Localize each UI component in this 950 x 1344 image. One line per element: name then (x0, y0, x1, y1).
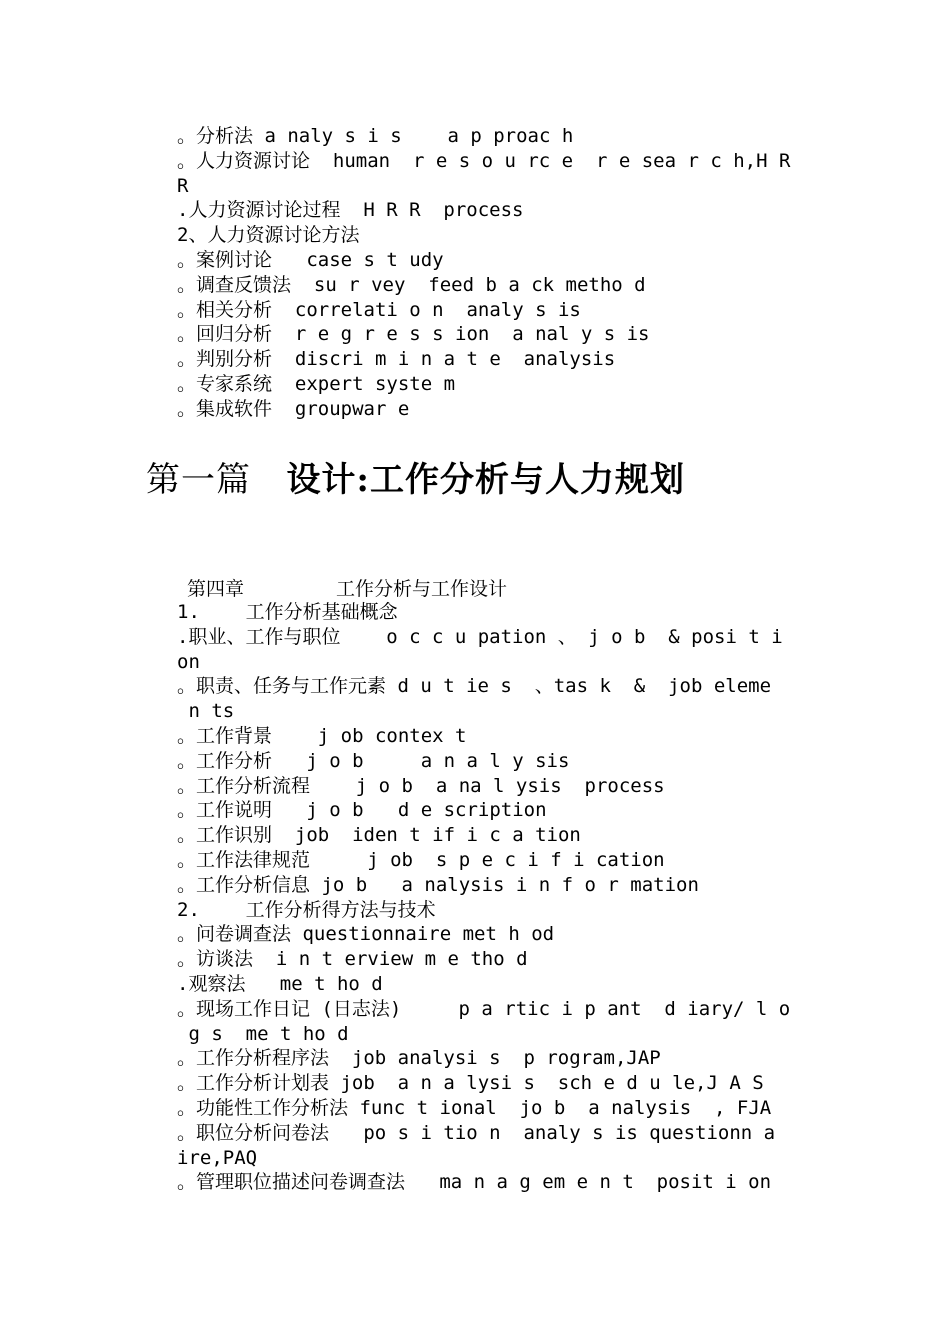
chapter-title: 工作分析与工作设计 (336, 578, 508, 600)
intro-term-list (177, 124, 817, 422)
chapter-term-list (177, 600, 817, 1195)
term-line: 。工作法律规范 j ob s p e c i f i cation (177, 848, 665, 871)
term-line: R (177, 174, 189, 197)
term-line: 。工作说明 j o b d e scription (177, 799, 547, 822)
section-heading: 2. 工作分析得方法与技术 (177, 898, 436, 921)
section-heading: 2、人力资源讨论方法 (177, 224, 360, 247)
term-line: n ts (177, 700, 235, 723)
term-line: 。工作背景 j ob contex t (177, 724, 467, 747)
term-line: 。现场工作日记 (日志法) p a rtic i p ant d iary/ l o (177, 997, 791, 1020)
section-heading: 1. 工作分析基础概念 (177, 601, 398, 623)
term-line: 。调查反馈法 su r vey feed b a ck metho d (177, 273, 646, 296)
term-line: 。工作分析流程 j o b a na l ysis process (177, 774, 665, 797)
term-line: 。人力资源讨论 human r e s o u rc e r e sea r c h,H R (177, 149, 791, 172)
term-line: on (177, 650, 200, 673)
chapter-label: 第四章 (187, 578, 245, 600)
term-line: .人力资源讨论过程 H R R process (177, 199, 524, 222)
part-label: 第一篇 (146, 460, 251, 500)
term-line: 。分析法 a naly s i s a p proac h (177, 125, 574, 147)
term-line: 。专家系统 expert syste m (177, 372, 456, 395)
term-line: 。判别分析 discri m i n a t e analysis (177, 348, 616, 371)
term-line: 。职责、任务与工作元素 d u t ie s 、tas k & job eleme (177, 675, 772, 698)
part-title-text: 设计:工作分析与人力规划 (286, 460, 685, 500)
term-line: 。工作识别 job iden t if i c a tion (177, 824, 581, 847)
term-line: 。工作分析程序法 job analysi s p rogram,JAP (177, 1047, 661, 1070)
term-line: 。职位分析问卷法 po s i tio n analy s is questionn a (177, 1121, 776, 1144)
term-line: 。工作分析信息 jo b a nalysis i n f o r mation (177, 873, 699, 896)
term-line: 。问卷调查法 questionnaire met h od (177, 923, 555, 946)
term-line: 。回归分析 r e g r e s s ion a nal y s is (177, 323, 650, 346)
term-line: .观察法 me t ho d (177, 972, 383, 995)
term-line: ire,PAQ (177, 1146, 258, 1169)
term-line: g s me t ho d (177, 1022, 349, 1045)
term-line: 。工作分析 j o b a n a l y sis (177, 749, 570, 772)
term-line: .职业、工作与职位 o c c u pation 、 j o b & posi t i (177, 625, 783, 648)
term-line: 。案例讨论 case s t udy (177, 248, 444, 271)
part-title (146, 452, 685, 501)
term-line: 。工作分析计划表 job a n a lysi s sch e d u le,J A S (177, 1072, 764, 1095)
term-line: 。管理职位描述问卷调查法 ma n a g em e n t posit i on (177, 1171, 772, 1194)
term-line: 。访谈法 i n t erview m e tho d (177, 948, 528, 971)
term-line: 。功能性工作分析法 func t ional jo b a nalysis , FJA (177, 1096, 772, 1119)
chapter-heading (187, 574, 507, 601)
term-line: 。相关分析 correlati o n analy s is (177, 298, 581, 321)
term-line: 。集成软件 groupwar e (177, 397, 410, 420)
